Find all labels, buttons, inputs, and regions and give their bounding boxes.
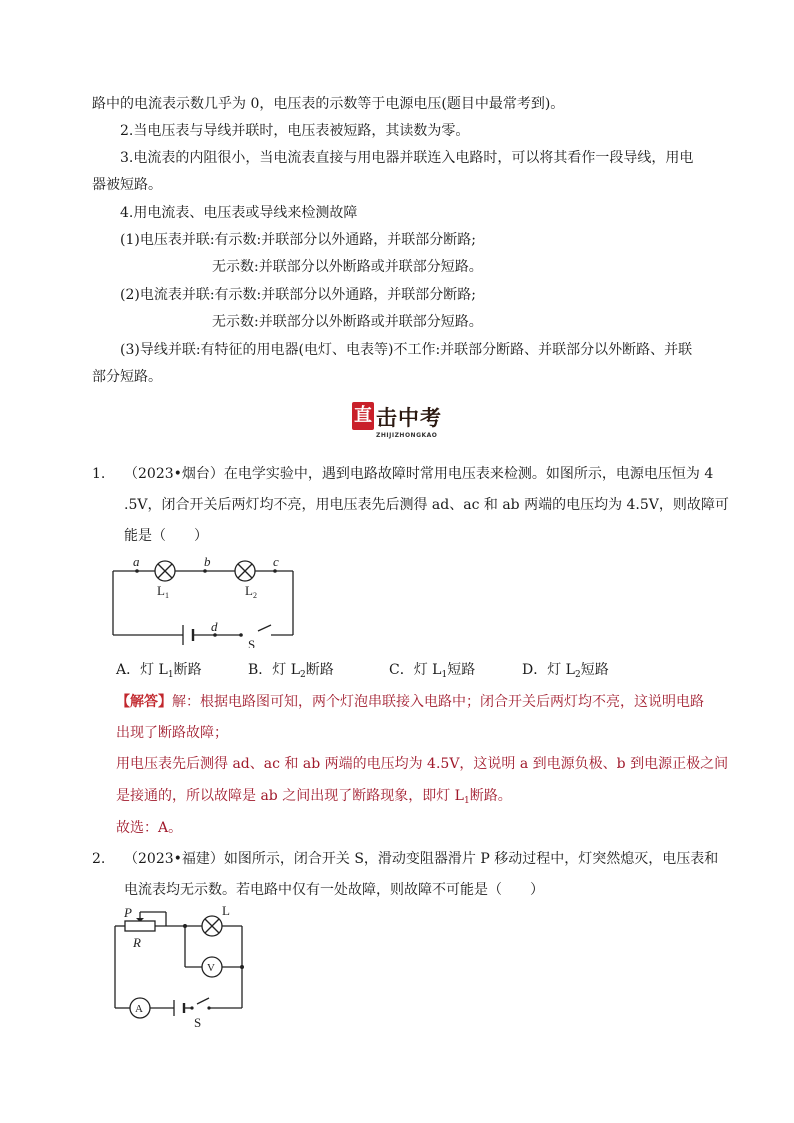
label-s: S — [194, 1015, 202, 1030]
label-p: P — [124, 905, 132, 920]
question-1-number: 1. — [92, 466, 106, 482]
intro-item-3-cont: 器被短路。 — [92, 177, 162, 193]
question-2-stem: （2023•福建）如图所示，闭合开关 S，滑动变阻器滑片 P 移动过程中，灯突然熄灭，电压表和 — [124, 851, 719, 867]
intro-sub-2: (2)电流表并联:有示数:并联部分以外通路，并联部分断路; — [120, 287, 476, 303]
question-1-stem: （2023•烟台）在电学实验中，遇到电路故障时常用电压表来检测。如图所示，电源电压恒为 4 — [124, 466, 714, 482]
intro-sub-1: (1)电压表并联:有示数:并联部分以外通路，并联部分断路; — [120, 232, 476, 248]
battery-icon — [174, 1000, 184, 1016]
svg-text:L1 — [157, 583, 169, 600]
intro-sub-3-cont: 部分短路。 — [92, 369, 162, 385]
option-a: A．灯 $L_1$断路 — [116, 662, 202, 680]
intro-line: 路中的电流表示数几乎为 0，电压表的示数等于电源电压(题目中最常考到)。 — [92, 96, 565, 112]
label-l: L — [222, 905, 230, 918]
answer-line: 用电压表先后测得 ad、ac 和 ab 两端的电压均为 4.5V，这说明 a 到电源负极、b 到电源正极之间 — [116, 756, 729, 772]
label-l1: L — [157, 583, 165, 598]
intro-item-2: 2.当电压表与导线并联时，电压表被短路，其读数为零。 — [120, 123, 470, 139]
circuit-diagram-1 — [105, 553, 305, 648]
lamp-l1-icon — [155, 561, 175, 581]
voltmeter-label: V — [207, 962, 215, 974]
svg-text:L2 — [245, 583, 257, 600]
label-l2: L — [245, 583, 253, 598]
ammeter-label: A — [135, 1003, 143, 1015]
answer-line: 出现了断路故障； — [116, 725, 228, 741]
label-l2-sub: 2 — [252, 591, 257, 600]
rheostat-icon — [125, 921, 155, 931]
node-a — [135, 569, 139, 573]
switch-icon — [135, 569, 277, 637]
answer-line: 【解答】解：根据电路图可知，两个灯泡串联接入电路中；闭合开关后两灯均不亮，这说明电路 — [116, 694, 704, 710]
intro-item-3: 3.电流表的内阻很小，当电流表直接与用电器并联连入电路时，可以将其看作一段导线，用电 — [120, 150, 694, 166]
node-c — [273, 569, 277, 573]
logo-name: 击中考 — [376, 405, 442, 430]
answer-choice: 故选：A。 — [116, 820, 183, 836]
label-l1-sub: 1 — [164, 591, 169, 600]
question-1-stem-cont: .5V，闭合开关后两灯均不亮，用电压表先后测得 ad、ac 和 ab 两端的电压均为 4.5V，则故障可 — [124, 497, 729, 513]
label-r: R — [133, 935, 141, 950]
label-d: d — [211, 619, 218, 634]
label-a: a — [133, 554, 140, 569]
intro-item-4: 4.用电流表、电压表或导线来检测故障 — [120, 205, 358, 221]
node-b — [203, 569, 207, 573]
logo-subtitle: ZHIJIZHONGKAO — [376, 432, 438, 439]
question-1-stem-cont: 能是（ ） — [124, 528, 208, 544]
intro-sub-2-cont: 无示数:并联部分以外断路或并联部分短路。 — [212, 314, 483, 330]
option-b: B．灯 $L_2$断路 — [248, 662, 334, 680]
answer-tag: 【解答】 — [116, 694, 172, 710]
battery-icon — [183, 625, 193, 645]
answer-line: 是接通的，所以故障是 ab 之间出现了断路现象，即灯 $L_1$断路。 — [116, 788, 512, 806]
option-c: C．灯 $L_1$短路 — [389, 662, 476, 680]
option-d: D．灯 $L_2$短路 — [522, 662, 609, 680]
lamp-icon — [202, 916, 222, 936]
brand-logo — [352, 400, 444, 442]
label-b: b — [204, 554, 211, 569]
question-2-stem-cont: 电流表均无示数。若电路中仅有一处故障，则故障不可能是（ ） — [124, 882, 544, 898]
circuit-diagram-2 — [110, 905, 260, 1030]
intro-sub-1-cont: 无示数:并联部分以外断路或并联部分短路。 — [212, 259, 483, 275]
label-c: c — [273, 554, 279, 569]
lamp-l2-icon — [235, 561, 255, 581]
question-2-number: 2. — [92, 851, 106, 867]
logo-mark: 直 — [352, 402, 374, 430]
intro-sub-3: (3)导线并联:有特征的用电器(电灯、电表等)不工作:并联部分断路、并联部分以外断路、并联 — [120, 342, 693, 358]
label-s: S — [248, 637, 256, 648]
